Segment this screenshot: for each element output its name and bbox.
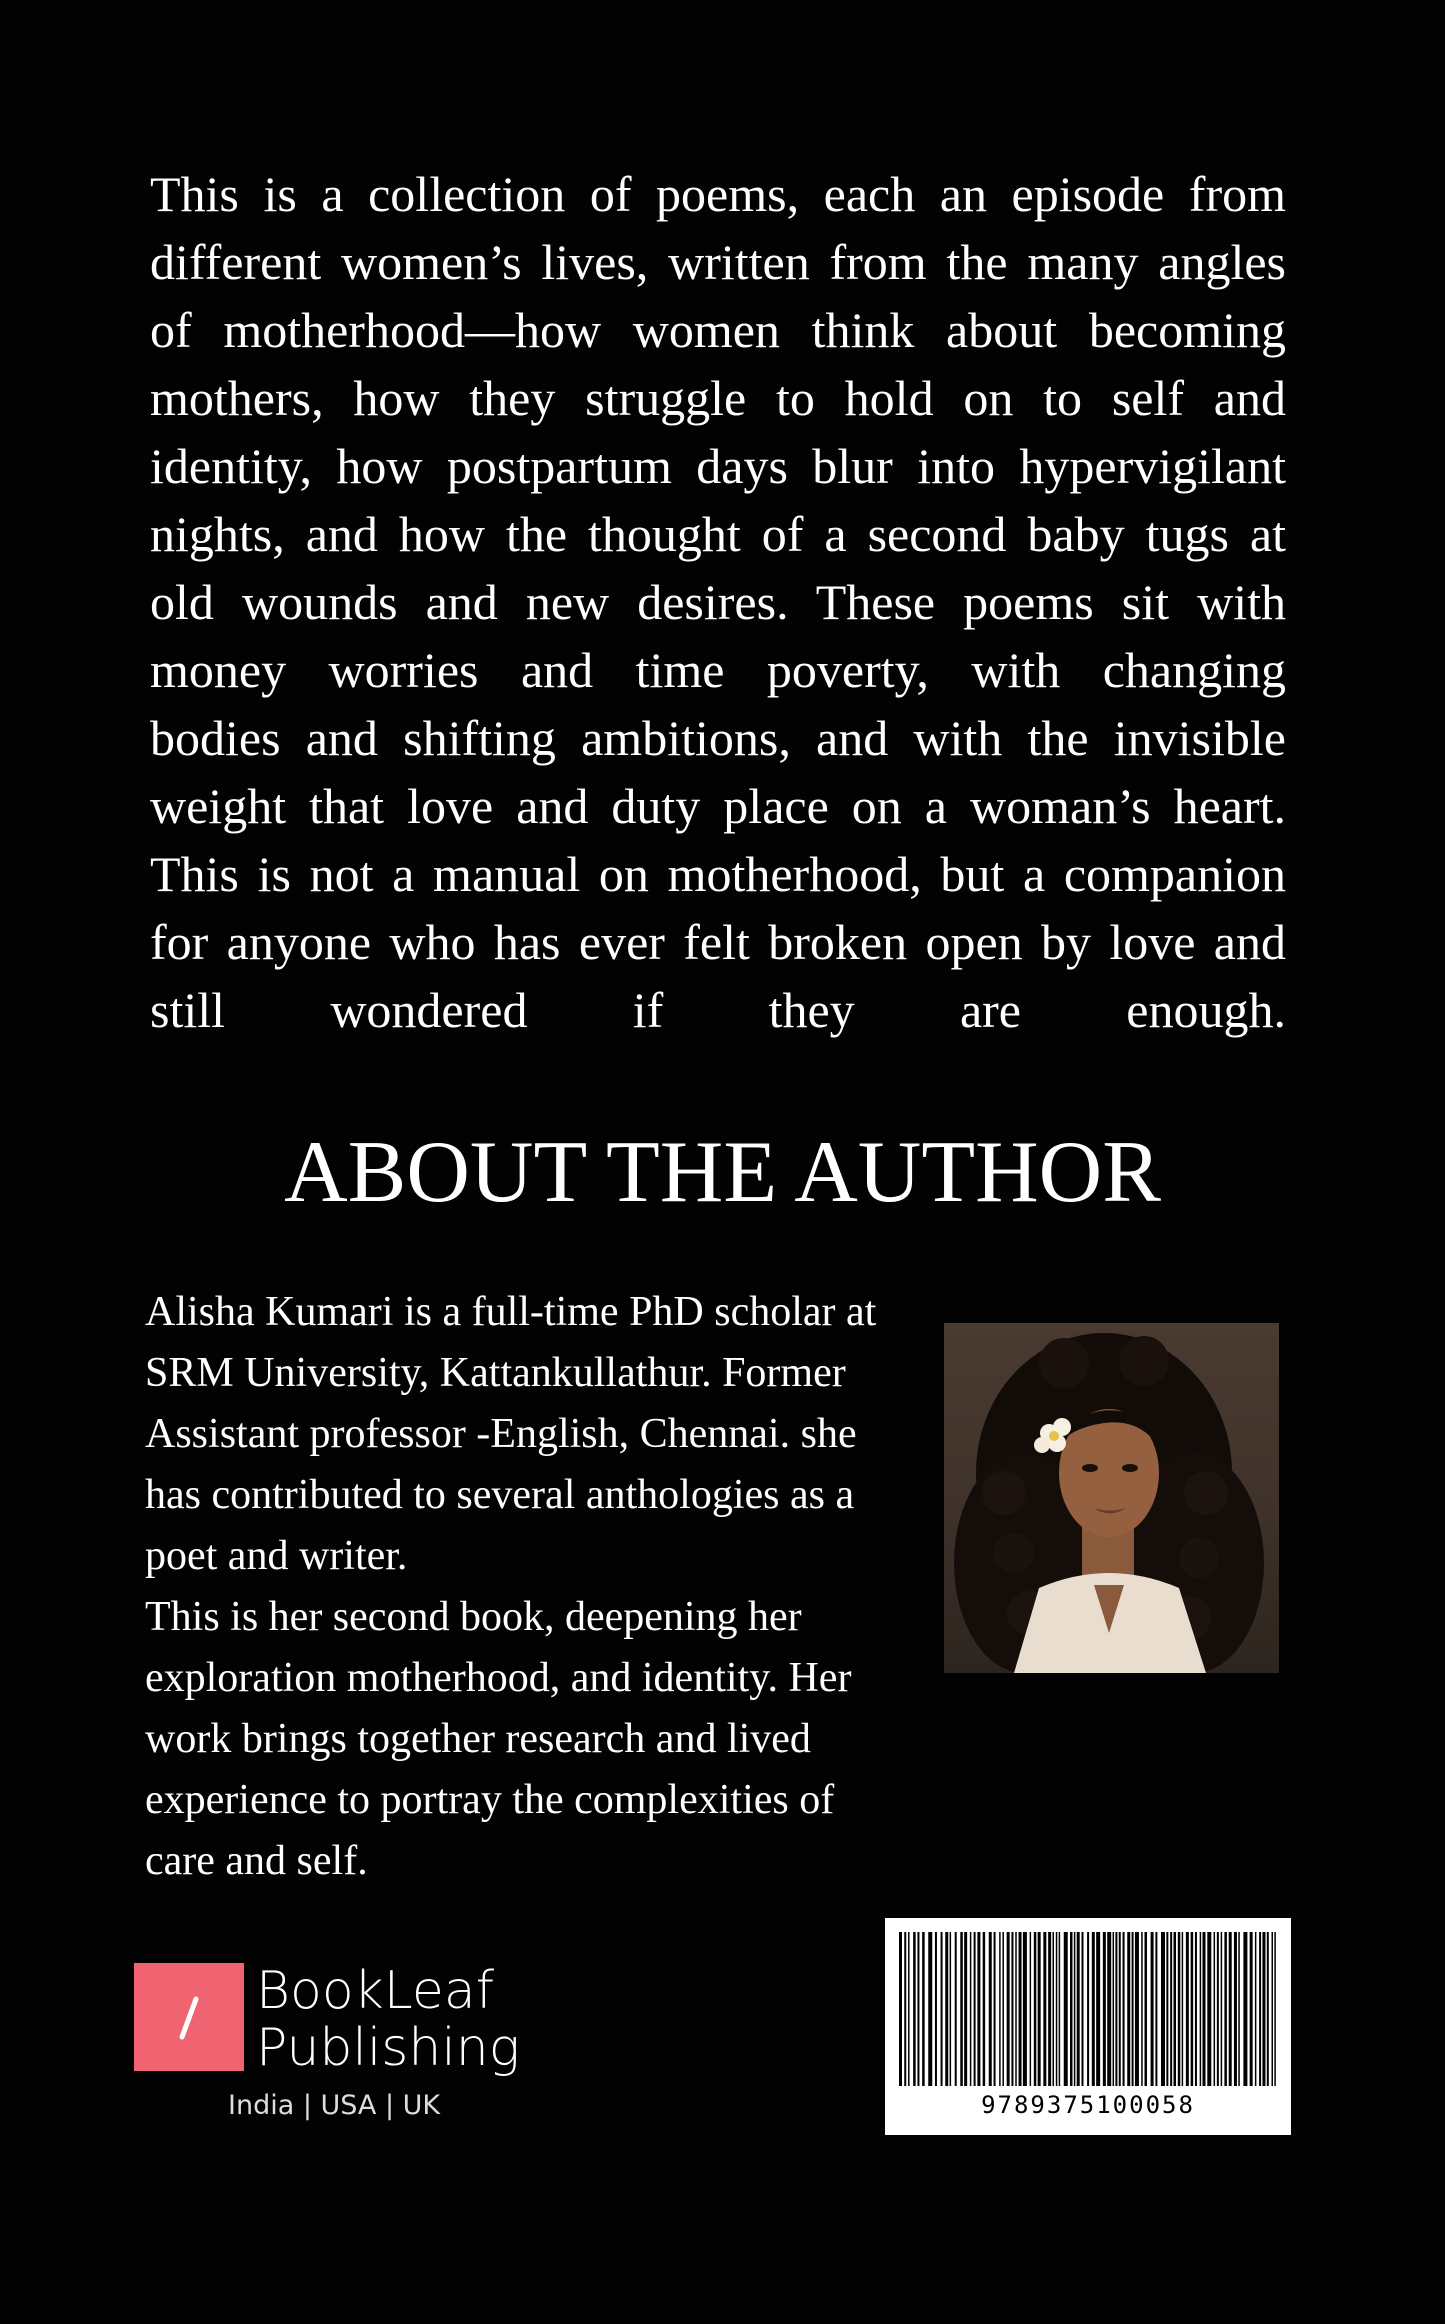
author-portrait-illustration: [944, 1323, 1279, 1673]
barcode-bar: [1267, 1932, 1269, 2086]
barcode-bar: [994, 1932, 996, 2086]
barcode-bar: [1056, 1932, 1058, 2086]
blurb-line: money worries and time poverty, with changing: [150, 642, 1286, 698]
barcode-bar: [899, 1932, 902, 2086]
barcode-bar: [1174, 1932, 1177, 2086]
barcode-bar: [1019, 1932, 1022, 2086]
barcode-bar: [1214, 1932, 1216, 2086]
barcode-bar: [928, 1932, 932, 2086]
slash-icon: [134, 1963, 244, 2071]
bio-line: exploration motherhood, and identity. Her: [145, 1655, 852, 1701]
barcode-bar: [1166, 1932, 1168, 2086]
barcode-bar: [917, 1932, 919, 2086]
publisher-name: [256, 1963, 520, 2077]
barcode-bar: [1191, 1932, 1194, 2086]
publisher-name-line2: Publishing: [256, 2018, 520, 2078]
barcode-bar: [935, 1932, 937, 2086]
barcode-bar: [1141, 1932, 1143, 2086]
barcode-bar: [1074, 1932, 1076, 2086]
bio-line: Alisha Kumari is a full-time PhD scholar at: [145, 1289, 877, 1335]
bio-line: poet and writer.: [145, 1533, 408, 1579]
barcode-bar: [1234, 1932, 1237, 2086]
barcode-bar: [950, 1932, 952, 2086]
barcode-bar: [1255, 1932, 1257, 2086]
barcode-bar: [1238, 1932, 1240, 2086]
barcode-bar: [1272, 1932, 1274, 2086]
blurb-line: weight that love and duty place on a woman’s heart.: [150, 778, 1286, 834]
barcode-bar: [1103, 1932, 1106, 2086]
barcode-bar: [941, 1932, 943, 2086]
blurb-line: old wounds and new desires. These poems sit with: [150, 574, 1286, 630]
barcode-bar: [1221, 1932, 1223, 2086]
isbn-number: 9789375100058: [981, 2091, 1195, 2119]
barcode-bar: [1096, 1932, 1100, 2086]
barcode-bar: [1195, 1932, 1197, 2086]
book-blurb: [150, 160, 1286, 1044]
barcode-bar: [1087, 1932, 1089, 2086]
blurb-line: mothers, how they struggle to hold on to self and: [150, 370, 1286, 426]
blurb-line: still wondered if they are enough.: [150, 982, 1286, 1038]
barcode-bar: [1034, 1932, 1037, 2086]
barcode-bar: [1155, 1932, 1157, 2086]
barcode-bar: [1186, 1932, 1189, 2086]
barcode-bar: [989, 1932, 992, 2086]
about-the-author-heading: ABOUT THE AUTHOR: [284, 1124, 1161, 1221]
barcode-bar: [1030, 1932, 1032, 2086]
barcode-bar: [913, 1932, 916, 2086]
barcode-bar: [1077, 1932, 1080, 2086]
barcode-bar: [908, 1932, 910, 2086]
barcode-bar: [1070, 1932, 1073, 2086]
barcode-bar: [1119, 1932, 1121, 2086]
barcode-bar: [1059, 1932, 1061, 2086]
barcode-bar: [1178, 1932, 1181, 2086]
barcode-bar: [1259, 1932, 1261, 2086]
barcode-bar: [1053, 1932, 1055, 2086]
barcode-bar: [1170, 1932, 1172, 2086]
barcode-bar: [1007, 1932, 1010, 2086]
barcode-bar: [1038, 1932, 1041, 2086]
author-photo: [944, 1323, 1279, 1673]
barcode-bar: [1123, 1932, 1125, 2086]
barcode-bar: [1224, 1932, 1227, 2086]
barcode-bar: [1107, 1932, 1111, 2086]
barcode-bar: [945, 1932, 948, 2086]
barcode-bar: [1262, 1932, 1265, 2086]
barcode-bar: [1200, 1932, 1202, 2086]
isbn-barcode: [885, 1918, 1291, 2135]
bio-line: work brings together research and lived: [145, 1716, 811, 1762]
barcode-bar: [1023, 1932, 1027, 2086]
bio-line: experience to portray the complexities of: [145, 1777, 835, 1823]
blurb-line: nights, and how the thought of a second baby tugs at: [150, 506, 1286, 562]
barcode-bar: [1250, 1932, 1253, 2086]
barcode-bar: [1161, 1932, 1165, 2086]
barcode-bar: [1015, 1932, 1017, 2086]
bio-line: has contributed to several anthologies as a: [145, 1472, 855, 1518]
barcode-bar: [1203, 1932, 1206, 2086]
barcode-bar: [1182, 1932, 1184, 2086]
barcode-bar: [922, 1932, 925, 2086]
blurb-line: This is a collection of poems, each an episode from: [150, 166, 1286, 222]
barcode-bar: [1243, 1932, 1247, 2086]
publisher-name-line1: BookLeaf: [256, 1961, 495, 2021]
barcode-bar: [1135, 1932, 1139, 2086]
bio-line: care and self.: [145, 1838, 368, 1884]
barcode-bar: [1127, 1932, 1130, 2086]
blurb-line: identity, how postpartum days blur into hypervigilant: [150, 438, 1286, 494]
barcode-bar: [1207, 1932, 1211, 2086]
barcode-bar: [970, 1932, 972, 2086]
barcode-bar: [1048, 1932, 1051, 2086]
barcode-bar: [1115, 1932, 1117, 2086]
barcode-bar: [1229, 1932, 1232, 2086]
barcode-bar: [960, 1932, 963, 2086]
barcode-bar: [1082, 1932, 1084, 2086]
barcode-bar: [974, 1932, 976, 2086]
barcode-bar: [1151, 1932, 1154, 2086]
blurb-line: different women’s lives, written from the many angles: [150, 234, 1286, 290]
barcode-bar: [1145, 1932, 1148, 2086]
barcode-bar: [964, 1932, 967, 2086]
barcode-bar: [955, 1932, 957, 2086]
barcode-bar: [1002, 1932, 1004, 2086]
barcode-bar: [977, 1932, 980, 2086]
barcode-bar: [1113, 1932, 1115, 2086]
blurb-line: This is not a manual on motherhood, but a companion: [150, 846, 1286, 902]
barcode-bar: [1132, 1932, 1134, 2086]
barcode-bar: [999, 1932, 1001, 2086]
blurb-line: of motherhood—how women think about becoming: [150, 302, 1286, 358]
bio-line: This is her second book, deepening her: [145, 1594, 802, 1640]
blurb-line: for anyone who has ever felt broken open by love and: [150, 914, 1286, 970]
barcode-bar: [1043, 1932, 1046, 2086]
barcode-bar: [1092, 1932, 1095, 2086]
author-bio: [145, 1282, 945, 1892]
publisher-regions: India | USA | UK: [228, 2090, 441, 2121]
barcode-bar: [1274, 1932, 1276, 2086]
barcode-bar: [1011, 1932, 1013, 2086]
bio-line: SRM University, Kattankullathur. Former: [145, 1350, 846, 1396]
barcode-bar: [1064, 1932, 1068, 2086]
barcode-bar: [1217, 1932, 1219, 2086]
barcode-bar: [904, 1932, 906, 2086]
blurb-line: bodies and shifting ambitions, and with the invisible: [150, 710, 1286, 766]
bio-line: Assistant professor -English, Chennai. she: [145, 1411, 857, 1457]
barcode-bar: [983, 1932, 986, 2086]
